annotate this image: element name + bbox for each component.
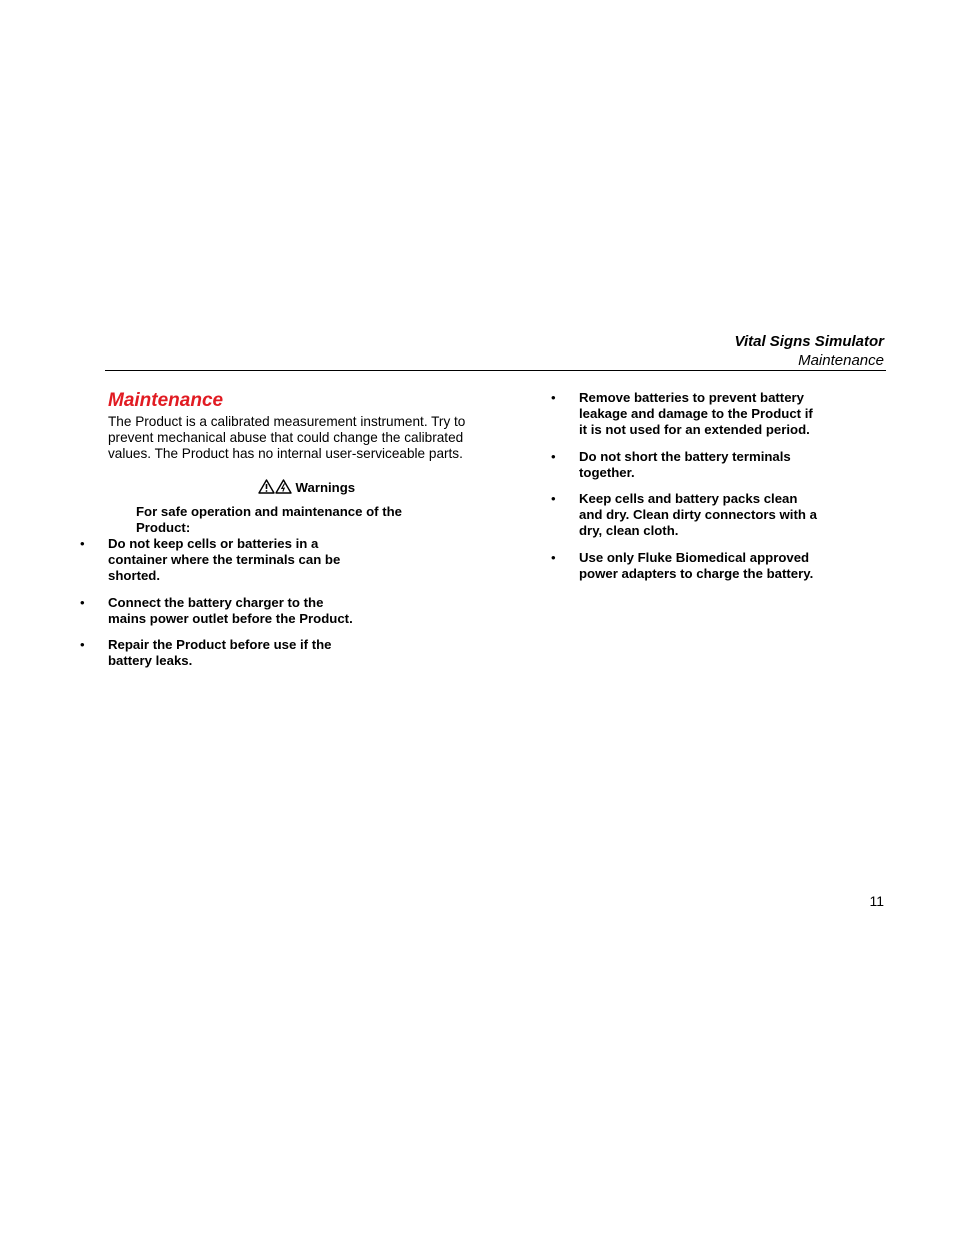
- header-title: Vital Signs Simulator: [734, 333, 884, 350]
- list-item-text: Do not short the battery terminals together.: [579, 448, 791, 480]
- shock-hazard-icon: [275, 479, 292, 498]
- bullet-icon: •: [551, 390, 556, 405]
- bullet-icon: •: [551, 491, 556, 507]
- left-column: [80, 390, 473, 679]
- list-item: [80, 594, 358, 627]
- list-item-text: Remove batteries to prevent battery leakage and damage to the Product if it is not used for an extended period.: [579, 390, 813, 438]
- list-item-text: Use only Fluke Biomedical approved power adapters to charge the battery.: [579, 549, 814, 581]
- bullet-icon: •: [551, 549, 556, 565]
- list-item: [551, 491, 819, 540]
- warnings-list-left: [80, 536, 358, 669]
- bullet-icon: •: [80, 637, 85, 653]
- running-header: [735, 332, 884, 370]
- page-number: 11: [869, 893, 884, 909]
- warnings-intro: For safe operation and maintenance of the Product:: [136, 503, 402, 535]
- list-item-text: Repair the Product before use if the battery leaks.: [108, 637, 332, 669]
- header-subtitle: Maintenance: [798, 352, 884, 369]
- list-item: [551, 448, 819, 481]
- bullet-icon: •: [80, 594, 85, 610]
- list-item: [80, 536, 358, 585]
- list-item-text: Connect the battery charger to the mains power outlet before the Product.: [108, 594, 353, 626]
- warnings-list-right: [551, 390, 819, 582]
- bullet-icon: •: [80, 536, 85, 552]
- list-item-text: Keep cells and battery packs clean and dry. Clean dirty connectors with a dry, clean cloth.: [579, 491, 817, 539]
- warning-triangle-icon: [258, 479, 275, 498]
- warnings-label: Warnings: [295, 479, 356, 495]
- list-item: [80, 637, 358, 669]
- bullet-icon: •: [551, 448, 556, 464]
- list-item-text: Do not keep cells or batteries in a container where the terminals can be shorted.: [108, 536, 341, 584]
- header-rule: [105, 370, 886, 371]
- section-title: Maintenance: [108, 390, 224, 411]
- intro-paragraph: The Product is a calibrated measurement instrument. Try to prevent mechanical abuse that could change the calibrated values. The Product has no internal user-serviceable parts.: [108, 414, 466, 462]
- list-item: [551, 549, 819, 582]
- warnings-heading: [108, 479, 505, 498]
- list-item: [551, 390, 819, 439]
- right-column: [551, 390, 819, 592]
